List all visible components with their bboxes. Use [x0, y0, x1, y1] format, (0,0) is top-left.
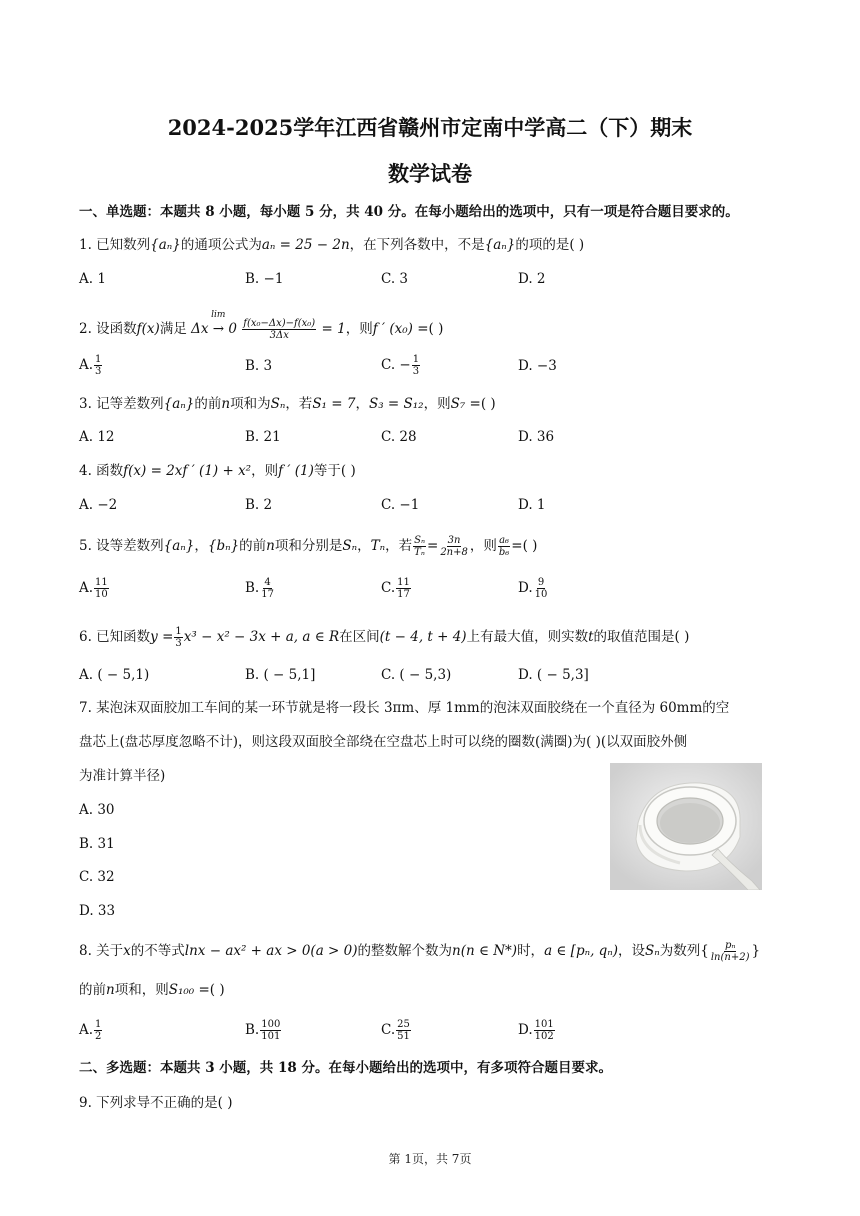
q4-option-a: A. −2 — [79, 497, 118, 513]
question-5: 5. 设等差数列{aₙ}，{bₙ}的前n项和分别是Sₙ，Tₙ，若 $\frac{\text{Sₙ}}{\text{Tₙ}}$ = $\frac{3n}{2n+8}$ ，则 $\frac{\text{a₆}}{\text{b₆}}$ =( ) — [79, 535, 538, 558]
q6-option-a: A. ( − 5,1) — [79, 667, 150, 683]
q6-option-b: B. ( − 5,1] — [245, 667, 316, 683]
section-1-header: 一、单选题：本题共 8 小题，每小题 5 分，共 40 分。在每小题给出的选项中，只有一项是符合题目要求的。 — [79, 204, 739, 220]
q1-option-d: D. 2 — [518, 271, 546, 287]
tape-roll-icon — [610, 763, 762, 890]
q2-option-a: A. $\frac{1}{3}$ — [79, 354, 102, 377]
q1-option-a: A. 1 — [79, 271, 106, 287]
q2-option-c: C. − $\frac{1}{3}$ — [381, 354, 420, 377]
limit-expression: lim Δx → 0 — [191, 310, 237, 337]
q8-option-d: D. $\frac{101}{102}$ — [518, 1019, 554, 1042]
question-9: 9. 下列求导不正确的是( ) — [79, 1095, 233, 1111]
q3-option-c: C. 28 — [381, 429, 417, 445]
q4-option-d: D. 1 — [518, 497, 546, 513]
q6-option-c: C. ( − 5,3) — [381, 667, 452, 683]
q8-option-c: C. $\frac{25}{51}$ — [381, 1019, 410, 1042]
limit-fraction: $\frac{\text{f(x₀−Δx)−f(x₀)}}{3\Delta x}$ — [243, 318, 316, 341]
q8-option-b: B. $\frac{100}{101}$ — [245, 1019, 281, 1042]
question-2: 2. 设函数f(x)满足 lim Δx → 0 $\frac{\text{f(x₀−Δx)−f(x₀)}}{3\Delta x}$ = 1，则f ′ (x₀) =( ) — [79, 310, 444, 341]
q7-option-d: D. 33 — [79, 903, 116, 919]
q5-option-b: B. $\frac{4}{17}$ — [245, 577, 274, 600]
q7-option-a: A. 30 — [79, 802, 115, 818]
question-7-line-3: 为准计算半径) — [79, 768, 166, 784]
exam-title: 2024-2025学年江西省赣州市定南中学高二（下）期末 — [167, 115, 693, 140]
q8-option-a: A. $\frac{1}{2}$ — [79, 1019, 102, 1042]
q7-option-c: C. 32 — [79, 869, 115, 885]
q4-option-c: C. −1 — [381, 497, 420, 513]
q5-option-c: C. $\frac{11}{17}$ — [381, 577, 410, 600]
question-4: 4. 函数f(x) = 2xf ′ (1) + x²，则f ′ (1)等于( ) — [79, 463, 356, 479]
question-1: 1. 已知数列{aₙ}的通项公式为aₙ = 25 − 2n，在下列各数中，不是{aₙ}的项的是( ) — [79, 237, 585, 253]
q1-option-b: B. −1 — [245, 271, 284, 287]
section-2-header: 二、多选题：本题共 3 小题，共 18 分。在每小题给出的选项中，有多项符合题目要求。 — [79, 1060, 612, 1076]
q7-option-b: B. 31 — [79, 836, 115, 852]
q4-option-b: B. 2 — [245, 497, 273, 513]
q5-option-d: D. $\frac{9}{10}$ — [518, 577, 548, 600]
question-6: 6. 已知函数y = $\frac{1}{3}$ x³ − x² − 3x + a, a ∈ R在区间(t − 4, t + 4)上有最大值，则实数t的取值范围是( ) — [79, 626, 690, 649]
q2-option-d: D. −3 — [518, 358, 557, 374]
q5-option-a: A. $\frac{11}{10}$ — [79, 577, 108, 600]
exam-subtitle: 数学试卷 — [388, 161, 472, 186]
q1-option-c: C. 3 — [381, 271, 409, 287]
page-footer: 第 1页，共 7页 — [388, 1152, 472, 1166]
q2-option-b: B. 3 — [245, 358, 273, 374]
question-8-line-2: 的前n项和，则S₁₀₀ =( ) — [79, 982, 225, 998]
double-sided-tape-roll-photo — [610, 763, 762, 890]
question-7-line-2: 盘芯上(盘芯厚度忽略不计)，则这段双面胶全部绕在空盘芯上时可以绕的圈数(满圈)为( )(以双面胶外侧 — [79, 734, 688, 750]
q3-option-b: B. 21 — [245, 429, 281, 445]
question-7-line-1: 7. 某泡沫双面胶加工车间的某一环节就是将一段长 3πm、厚 1mm的泡沫双面胶绕在一个直径为 60mm的空 — [79, 700, 730, 716]
q3-option-d: D. 36 — [518, 429, 555, 445]
question-8-line-1: 8. 关于x的不等式lnx − ax² + ax > 0(a > 0)的整数解个数为n(n ∈ N*)时，a ∈ [pₙ, qₙ)，设Sₙ为数列{ $\frac{\text{pₙ}}{\ln(n+2)}$ } — [79, 940, 761, 963]
question-3: 3. 记等差数列{aₙ}的前n项和为Sₙ，若S₁ = 7，S₃ = S₁₂，则S₇ =( ) — [79, 396, 496, 412]
q3-option-a: A. 12 — [79, 429, 115, 445]
q6-option-d: D. ( − 5,3] — [518, 667, 589, 683]
